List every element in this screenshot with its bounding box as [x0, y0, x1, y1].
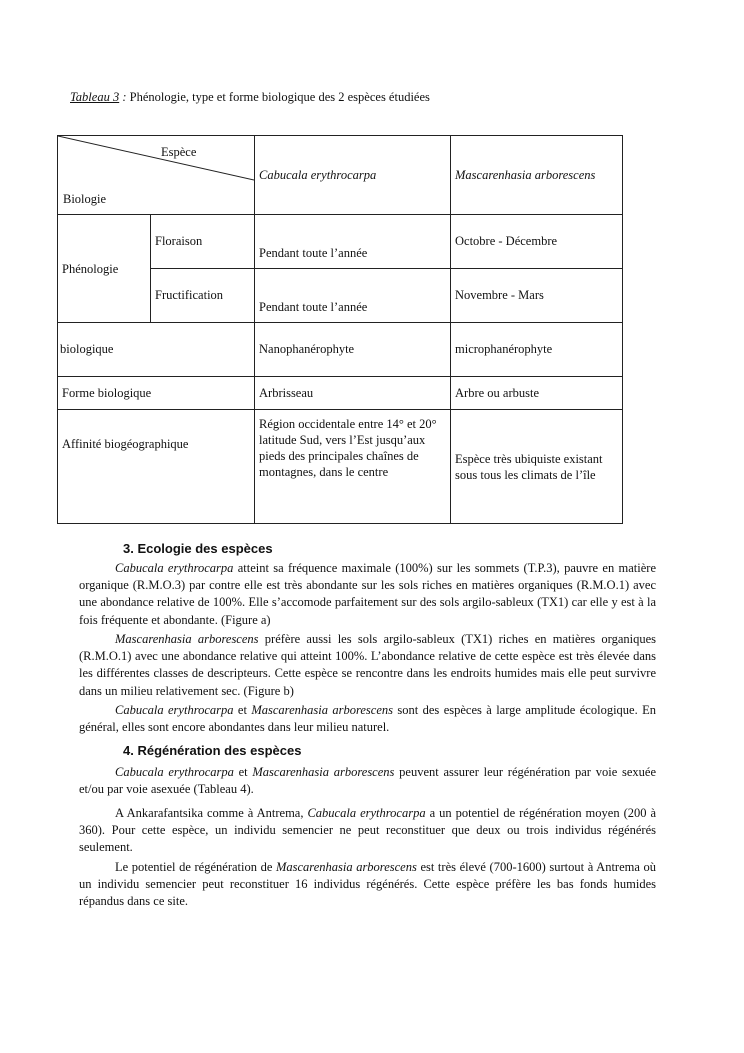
fructification-label: Fructification	[151, 269, 255, 323]
species-name: Mascarenhasia arborescens	[275, 860, 417, 874]
paragraph-ecologie-1	[79, 560, 656, 629]
fructification-cell-2: Novembre - Mars	[451, 269, 623, 323]
paragraph-text: est très élevé (700-1600) surtout à Antrema où un individu semencier peut reconstituer 16 individus régénérés. Cette espèce préfère les bas fonds humides répandus dans ce site.	[79, 860, 656, 909]
paragraph-text: et	[233, 765, 253, 779]
paragraph-regeneration-3	[79, 859, 656, 911]
paragraph-text: préfère aussi les sols argilo-sableux (TX1) riches en matières organiques (R.M.O.1) avec une abondance relative qui atteint 100%. L’abondance relative de cette espèce est très élevée dans les différentes classes de descripteurs. Cette espèce se rencontre dans les endroits humides mais elle peut survivre dans un milieu relativement sec. (Figure b)	[79, 632, 656, 698]
table-header-row	[58, 136, 623, 215]
fructification-cell-1: Pendant toute l’année	[255, 269, 451, 323]
species-header-2: Mascarenhasia arborescens	[451, 136, 623, 215]
phenologie-label: Phénologie	[58, 215, 151, 323]
paragraph-ecologie-3	[79, 702, 656, 736]
corner-cell	[58, 136, 255, 215]
section-heading-ecologie: 3. Ecologie des espèces	[123, 541, 273, 556]
paragraph-text: a un potentiel de régénération moyen (200 à 360). Pour cette espèce, un individu semencier ne peut reconstituer que deux ou trois individus régénérés seulement.	[79, 806, 657, 855]
paragraph-regeneration-2	[79, 805, 656, 857]
affinite-label: Affinité biogéographique	[58, 410, 255, 524]
paragraph-text: peuvent assurer leur régénération par voie sexuée et/ou par voie asexuée (Tableau 4).	[79, 765, 656, 797]
table-row-floraison	[58, 215, 623, 269]
section-heading-regeneration: 4. Régénération des espèces	[123, 743, 302, 758]
species-name: Cabucala erythrocarpa	[115, 765, 234, 779]
corner-espece-label: Espèce	[161, 145, 197, 159]
affinite-cell-1: Région occidentale entre 14° et 20° latitude Sud, vers l’Est jusqu’aux pieds des principales chaînes de montagnes, dans le centre	[255, 410, 451, 524]
caption-label: Tableau 3	[70, 90, 120, 104]
corner-biologie-label: Biologie	[63, 192, 107, 206]
floraison-cell-2: Octobre - Décembre	[451, 215, 623, 269]
species-name: Mascarenhasia arborescens	[252, 765, 395, 779]
caption-text: Phénologie, type et forme biologique des 2 espèces étudiées	[126, 90, 430, 104]
type-label: biologique	[58, 323, 255, 377]
table-caption	[70, 90, 430, 105]
forme-cell-2: Arbre ou arbuste	[451, 377, 623, 410]
type-cell-1: Nanophanérophyte	[255, 323, 451, 377]
species-name: Mascarenhasia arborescens	[115, 632, 259, 646]
table-row-type	[58, 323, 623, 377]
species-name: Mascarenhasia arborescens	[251, 703, 393, 717]
paragraph-text: sont des espèces à large amplitude écologique. En général, elles sont encore abondantes dans leur milieu naturel.	[79, 703, 657, 735]
paragraph-text: A Ankarafantsika comme à Antrema,	[115, 806, 308, 820]
table-row-forme	[58, 377, 623, 410]
species-header-1: Cabucala erythrocarpa	[255, 136, 451, 215]
table-row-affinite	[58, 410, 623, 524]
paragraph-text: atteint sa fréquence maximale (100%) sur les sommets (T.P.3), pauvre en matière organique (R.M.O.3) par contre elle est très abondante sur les sols riches en matières organiques (R.M.O.1) avec une abondance relative de 100%. Elle s’accomode parfaitement sur des sols argilo-sableux (TX1) car elle y est à la fois fréquente et abondante. (Figure a)	[79, 561, 656, 627]
caption-colon: :	[119, 90, 127, 104]
paragraph-ecologie-2	[79, 631, 656, 700]
paragraph-regeneration-1	[79, 764, 656, 798]
species-name: Cabucala erythrocarpa	[307, 806, 426, 820]
floraison-label: Floraison	[151, 215, 255, 269]
paragraph-text: Le potentiel de régénération de	[115, 860, 276, 874]
floraison-cell-1: Pendant toute l’année	[255, 215, 451, 269]
species-name: Cabucala erythrocarpa	[115, 561, 234, 575]
forme-label: Forme biologique	[58, 377, 255, 410]
type-cell-2: microphanérophyte	[451, 323, 623, 377]
affinite-cell-2: Espèce très ubiquiste existant sous tous les climats de l’île	[451, 410, 623, 524]
forme-cell-1: Arbrisseau	[255, 377, 451, 410]
biology-table	[57, 135, 623, 524]
paragraph-text: et	[233, 703, 252, 717]
species-name: Cabucala erythrocarpa	[115, 703, 234, 717]
